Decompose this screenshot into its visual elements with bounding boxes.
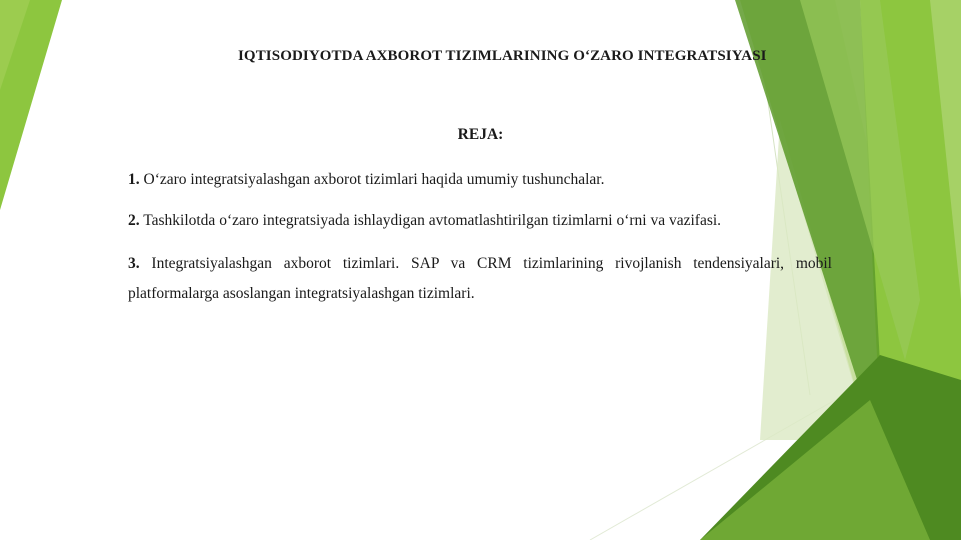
plan-item-number: 2. [128,212,140,229]
plan-item-2 [128,206,832,236]
plan-item-number: 1. [128,171,140,188]
plan-item-text: O‘zaro integratsiyalashgan axborot tizimlari haqida umumiy tushunchalar. [139,171,605,188]
plan-item-text: Integratsiyalashgan axborot tizimlari. SAP va CRM tizimlarining rivojlanish tendensiyalari, mobil platformalarga asoslangan integratsiyalashgan tizimlari. [128,255,832,302]
plan-item-3 [128,249,832,309]
plan-item-text: Tashkilotda o‘zaro integratsiyada ishlaydigan avtomatlashtirilgan tizimlarni o‘rni va vazifasi. [139,212,722,229]
plan-item-1 [128,165,832,195]
plan-item-number: 3. [128,255,140,272]
slide-title: IQTISODIYOTDA AXBOROT TIZIMLARINING O‘ZARO INTEGRATSIYASI [238,48,767,64]
plan-heading: REJA: [457,126,504,143]
